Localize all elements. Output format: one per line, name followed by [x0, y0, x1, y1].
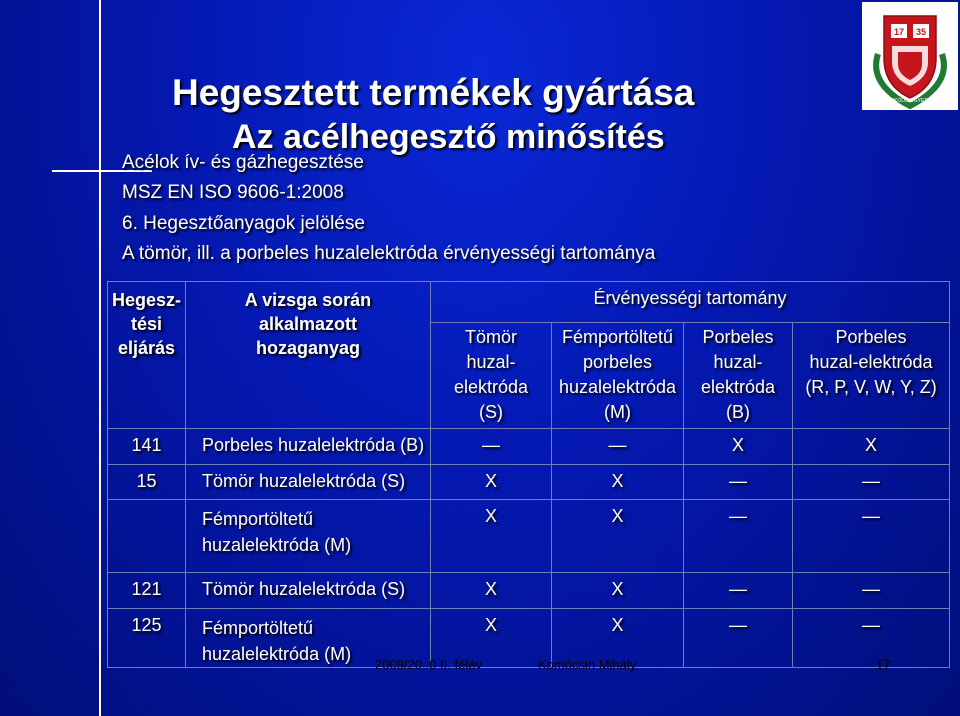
row-process: 121 — [108, 573, 186, 609]
row-cell: X — [431, 465, 552, 500]
row-cell: — — [552, 429, 684, 465]
subheader-flux-cored-wire-other: Porbeles huzal-elektróda (R, P, V, W, Y, Z) — [793, 323, 950, 429]
row-cell: X — [552, 609, 684, 668]
logo-caption: MISKOLCI EGYETEM — [885, 98, 935, 104]
row-cell: — — [684, 465, 793, 500]
table-row — [108, 609, 950, 668]
row-cell: — — [793, 573, 950, 609]
row-cell: — — [793, 500, 950, 573]
subheader-solid-wire: Tömör huzal- elektróda (S) — [431, 323, 552, 429]
decor-vertical-line — [99, 0, 101, 716]
footer-page-number: 17 — [876, 657, 891, 672]
row-cell: — — [684, 573, 793, 609]
row-filler: Fémportöltetű huzalelektróda (M) — [186, 609, 431, 668]
logo-year-left: 17 — [893, 27, 905, 37]
row-cell: — — [431, 429, 552, 465]
row-cell: — — [793, 609, 950, 668]
row-process: 15 — [108, 465, 186, 500]
table-row — [108, 429, 950, 465]
logo-year-right: 35 — [915, 27, 927, 37]
row-cell: X — [431, 573, 552, 609]
row-cell: — — [684, 609, 793, 668]
row-filler: Fémportöltetű huzalelektróda (M) — [186, 500, 431, 573]
row-process — [108, 500, 186, 573]
row-cell: — — [793, 465, 950, 500]
table-row — [108, 500, 950, 573]
row-filler: Tömör huzalelektróda (S) — [186, 573, 431, 609]
row-cell: X — [684, 429, 793, 465]
page-title: Hegesztett termékek gyártása — [172, 72, 695, 113]
header-validity-range: Érvényességi tartomány — [431, 282, 950, 323]
row-cell: X — [431, 609, 552, 668]
subheader-flux-cored-wire-b: Porbeles huzal- elektróda (B) — [684, 323, 793, 429]
row-cell: — — [684, 500, 793, 573]
university-logo — [862, 2, 958, 110]
header-process: Hegesz- tési eljárás — [108, 282, 186, 429]
intro-line-4: A tömör, ill. a porbeles huzalelektróda érvényességi tartománya — [122, 243, 656, 264]
table-row — [108, 465, 950, 500]
row-cell: X — [552, 573, 684, 609]
intro-line-2: MSZ EN ISO 9606-1:2008 — [122, 182, 344, 203]
row-process: 141 — [108, 429, 186, 465]
row-cell: X — [552, 465, 684, 500]
validity-table — [107, 281, 950, 668]
intro-line-1: Acélok ív- és gázhegesztése — [122, 152, 364, 173]
row-cell: X — [552, 500, 684, 573]
footer-author: Komócsin Mihály — [538, 657, 637, 672]
row-cell: X — [793, 429, 950, 465]
row-process: 125 — [108, 609, 186, 668]
table-row — [108, 573, 950, 609]
row-filler: Porbeles huzalelektróda (B) — [186, 429, 431, 465]
intro-line-3: 6. Hegesztőanyagok jelölése — [122, 213, 365, 234]
subheader-metal-cored-wire: Fémportöltetű porbeles huzalelektróda (M) — [552, 323, 684, 429]
row-filler: Tömör huzalelektróda (S) — [186, 465, 431, 500]
page-subtitle: Az acélhegesztő minősítés — [232, 118, 665, 156]
footer-date: 2009/20..0 II. félév — [375, 657, 482, 672]
row-cell: X — [431, 500, 552, 573]
header-filler: A vizsga során alkalmazott hozaganyag — [186, 282, 431, 429]
